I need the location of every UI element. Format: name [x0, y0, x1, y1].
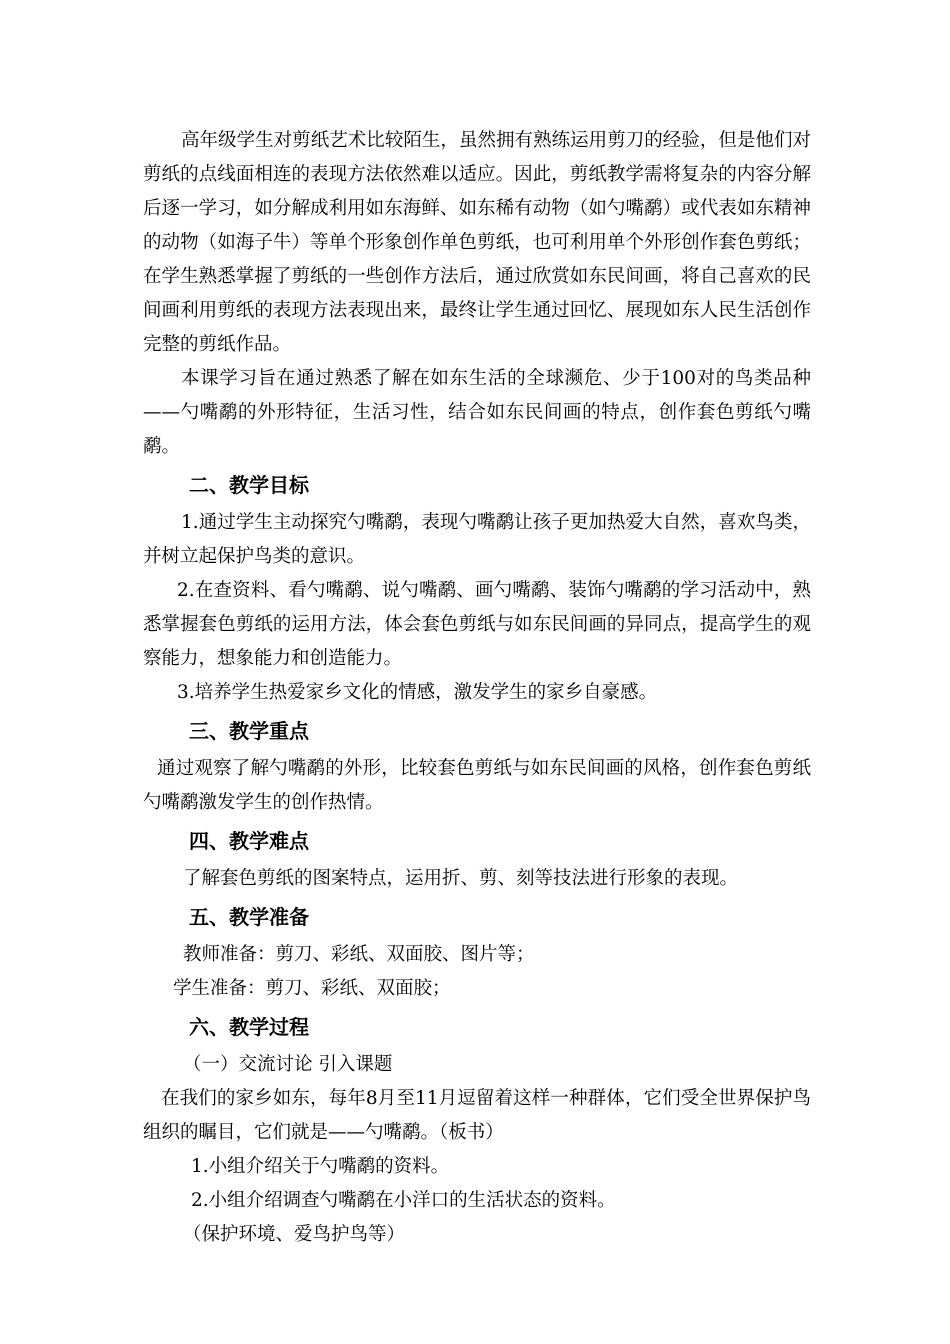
- objective-item-1: 1.通过学生主动探究勺嘴鹬，表现勺嘴鹬让孩子更加热爱大自然，喜欢鸟类，并树立起保护鸟类的意识。: [143, 512, 811, 567]
- process-item-1: 1.小组介绍关于勺嘴鹬的资料。: [191, 1156, 450, 1177]
- section-heading-objectives: 二、教学目标: [189, 473, 309, 497]
- process-note: （保护环境、爱鸟护鸟等）: [183, 1224, 406, 1245]
- teacher-preparation: 教师准备：剪刀、彩纸、双面胶、图片等；: [183, 944, 535, 965]
- document-page: [143, 124, 811, 1252]
- student-preparation: 学生准备：剪刀、彩纸、双面胶；: [173, 978, 451, 999]
- section-heading-preparation: 五、教学准备: [189, 905, 309, 929]
- intro-paragraph-1: 高年级学生对剪纸艺术比较陌生，虽然拥有熟练运用剪刀的经验，但是他们对剪纸的点线面相连的表现方法依然难以适应。因此，剪纸教学需将复杂的内容分解后逐一学习，如分解成利用如东海鲜、如东稀有动物（如勺嘴鹬）或代表如东精神的动物（如海子牛）等单个形象创作单色剪纸，也可利用单个外形创作套色剪纸；在学生熟悉掌握了剪纸的一些创作方法后，通过欣赏如东民间画，将自己喜欢的民间画利用剪纸的表现方法表现出来，最终让学生通过回忆、展现如东人民生活创作完整的剪纸作品。: [143, 130, 811, 355]
- section-heading-key-points: 三、教学重点: [189, 719, 309, 743]
- process-subheading-1: （一）交流讨论 引入课题: [183, 1054, 393, 1075]
- section-heading-process: 六、教学过程: [189, 1015, 309, 1039]
- process-item-2: 2.小组介绍调查勺嘴鹬在小洋口的生活状态的资料。: [191, 1190, 616, 1211]
- intro-paragraph-2: 本课学习旨在通过熟悉了解在如东生活的全球濒危、少于100对的鸟类品种——勺嘴鹬的外形特征，生活习性，结合如东民间画的特点，创作套色剪纸勺嘴鹬。: [143, 368, 811, 457]
- section-heading-difficulties: 四、教学难点: [189, 829, 309, 853]
- key-points-text: 通过观察了解勺嘴鹬的外形，比较套色剪纸与如东民间画的风格，创作套色剪纸勺嘴鹬激发学生的创作热情。: [143, 758, 811, 813]
- process-paragraph: 在我们的家乡如东，每年8月至11月逗留着这样一种群体，它们受全世界保护鸟组织的瞩目，它们就是——勺嘴鹬。（板书）: [143, 1088, 811, 1143]
- objective-item-3: 3.培养学生热爱家乡文化的情感，激发学生的家乡自豪感。: [177, 682, 658, 703]
- objective-item-2: 2.在查资料、看勺嘴鹬、说勺嘴鹬、画勺嘴鹬、装饰勺嘴鹬的学习活动中，熟悉掌握套色剪纸的运用方法，体会套色剪纸与如东民间画的异同点，提高学生的观察能力，想象能力和创造能力。: [143, 580, 811, 669]
- difficulties-text: 了解套色剪纸的图案特点，运用折、剪、刻等技法进行形象的表现。: [183, 868, 739, 889]
